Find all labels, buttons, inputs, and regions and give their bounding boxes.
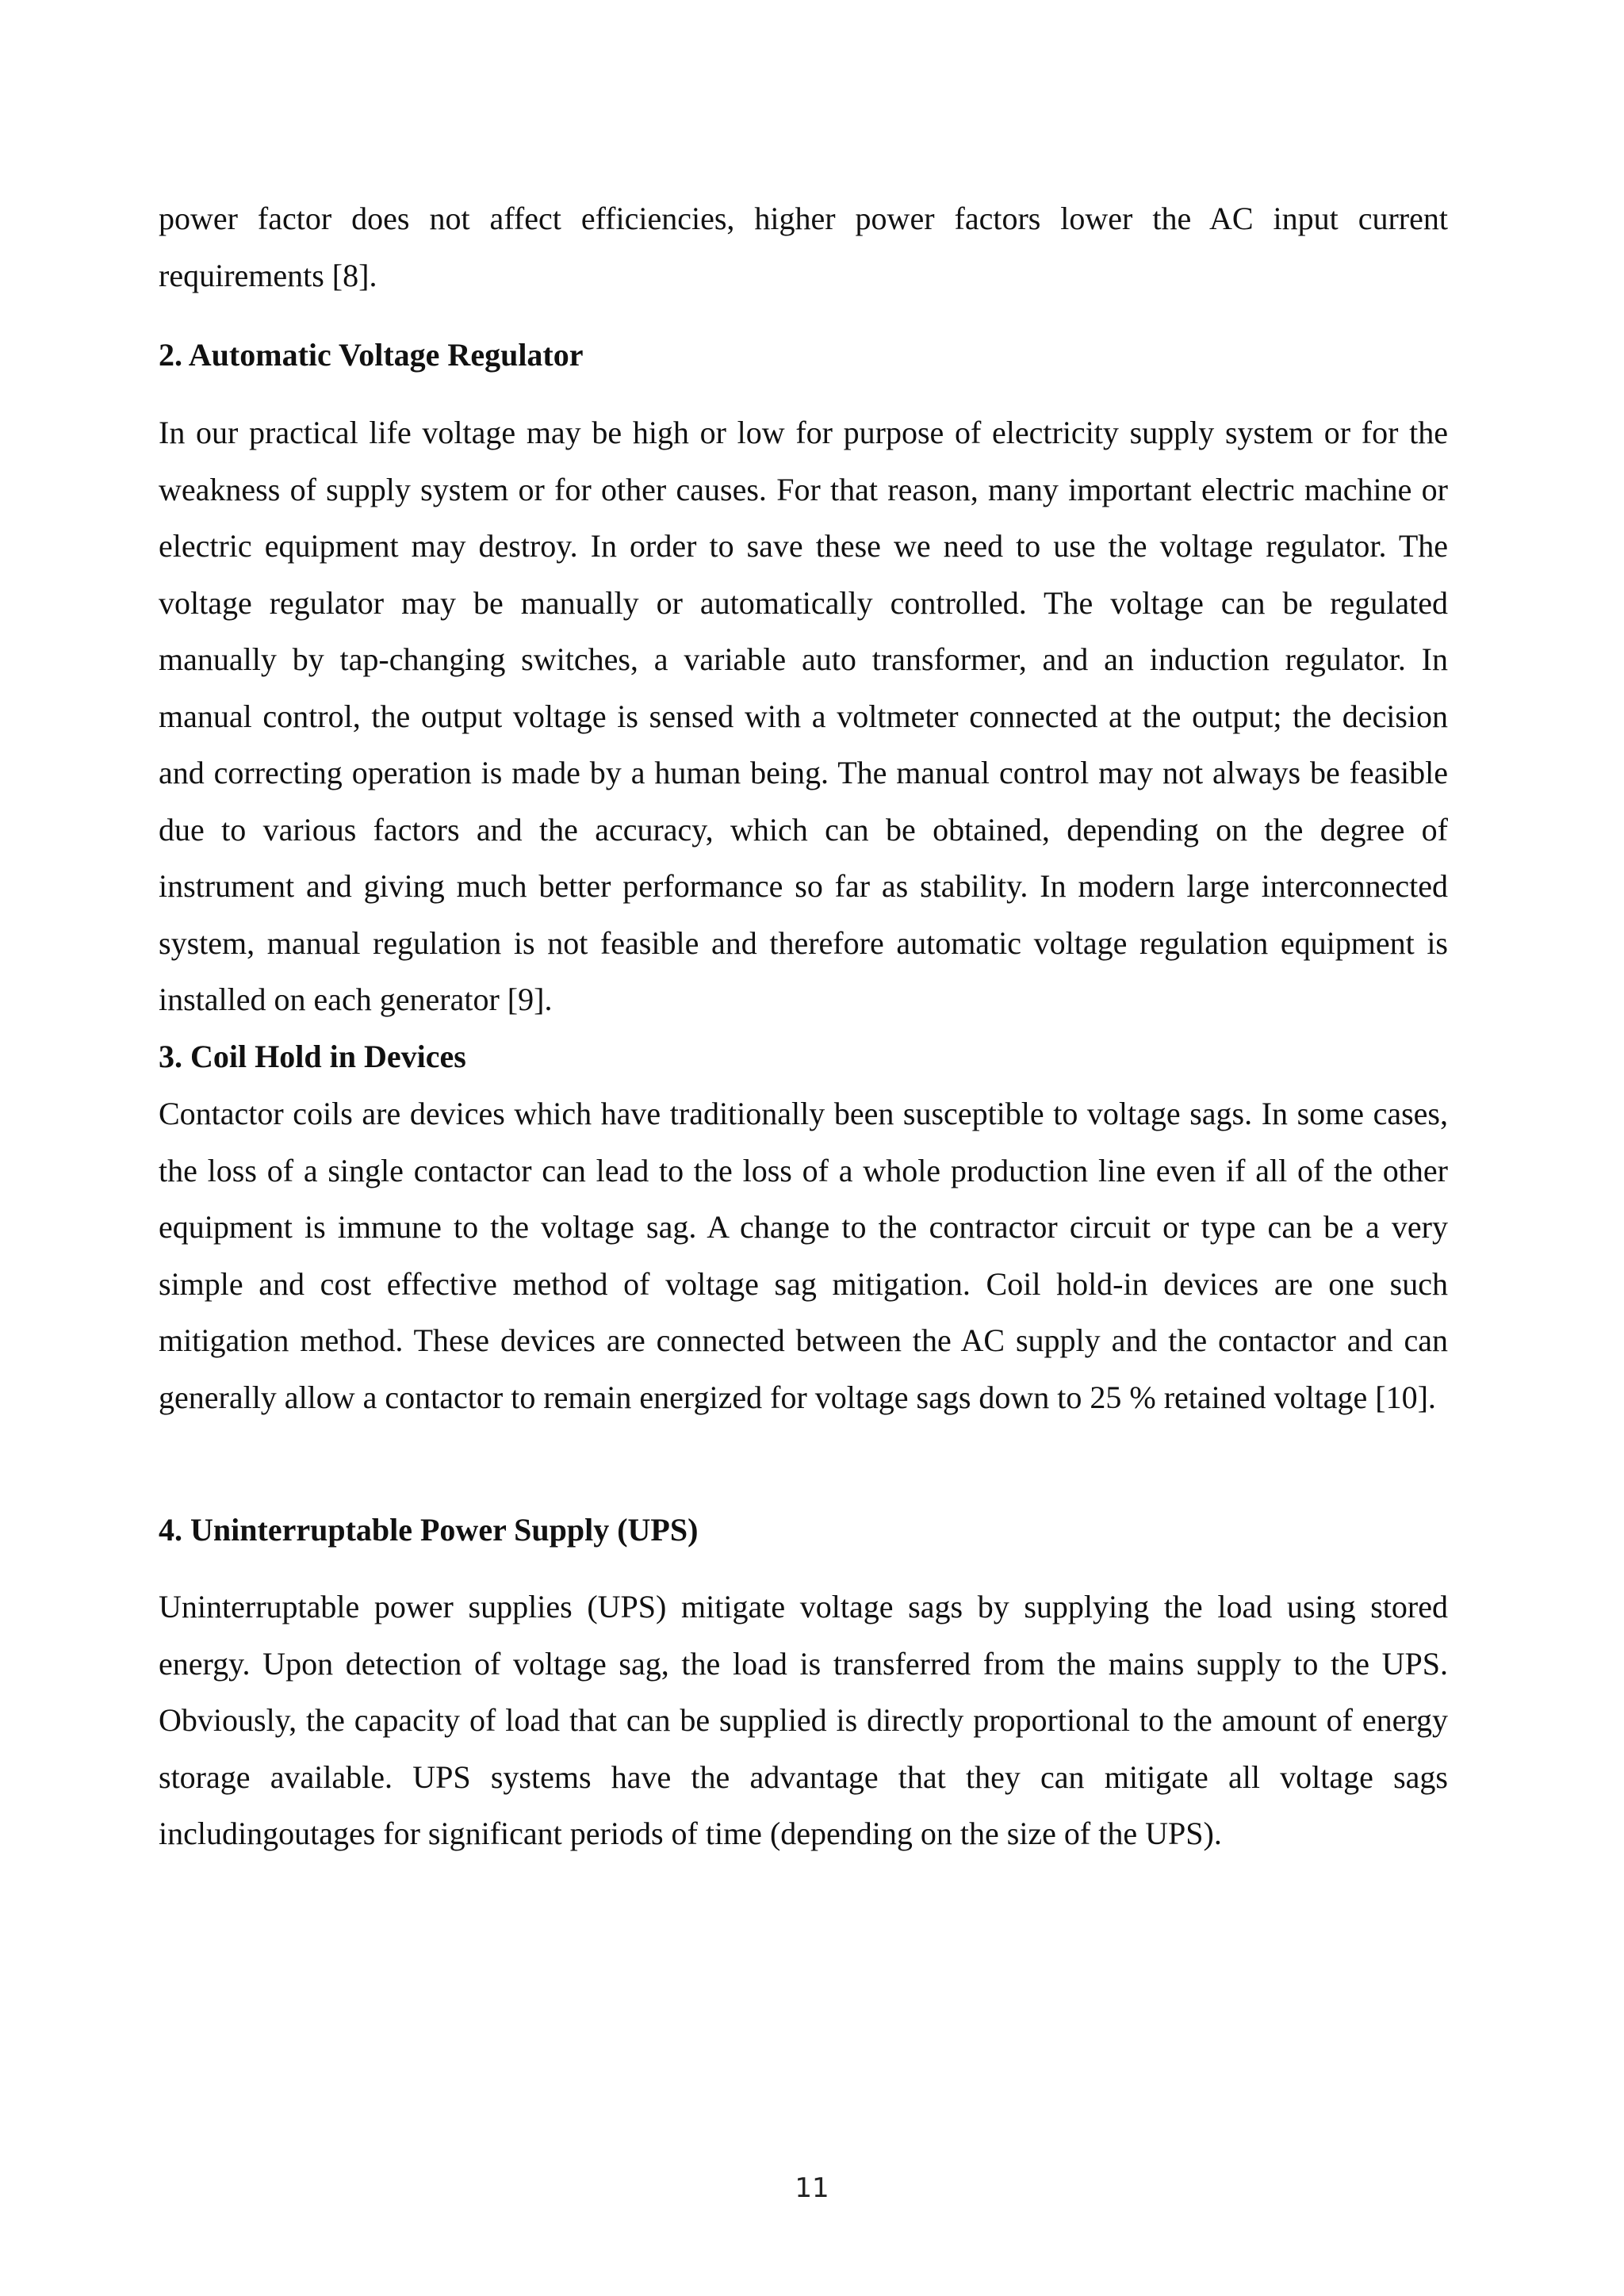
section-heading-automatic-voltage-regulator: 2. Automatic Voltage Regulator — [159, 337, 584, 373]
section-heading-coil-hold-in-devices: 3. Coil Hold in Devices — [159, 1039, 466, 1074]
section-heading-ups: 4. Uninterruptable Power Supply (UPS) — [159, 1512, 699, 1548]
page-number: 11 — [795, 2172, 829, 2204]
section-body-coil-hold-in-devices: Contactor coils are devices which have traditionally been susceptible to voltage sags. In some cases, the loss of a single contactor can lead to the loss of a whole production line even if all of the other equipment is immune to the voltage sag. A change to the contractor circuit or type can be a very simple and cost effective method of voltage sag mitigation. Coil hold-in devices are one such mitigation method. These devices are connected between the AC supply and the contactor and can generally allow a contactor to remain energized for voltage sags down to 25 % retained voltage [10]. — [159, 1096, 1448, 1415]
section-body-ups: Uninterruptable power supplies (UPS) mitigate voltage sags by supplying the load using stored energy. Upon detection of voltage sag, the load is transferred from the mains supply to the UPS. Obviously, the capacity of load that can be supplied is directly proportional to the amount of energy storage available. UPS systems have the advantage that they can mitigate all voltage sags includingoutages for significant periods of time (depending on the size of the UPS). — [159, 1589, 1448, 1851]
intro-paragraph: power factor does not affect efficiencies, higher power factors lower the AC input current requirements [8]. — [159, 201, 1448, 293]
section-body-automatic-voltage-regulator: In our practical life voltage may be high or low for purpose of electricity supply system or for the weakness of supply system or for other causes. For that reason, many important electric machine or electric equipment may destroy. In order to save these we need to use the voltage regulator. The voltage regulator may be manually or automatically controlled. The voltage can be regulated manually by tap-changing switches, a variable auto transformer, and an induction regulator. In manual control, the output voltage is sensed with a voltmeter connected at the output; the decision and correcting operation is made by a human being. The manual control may not always be feasible due to various factors and the accuracy, which can be obtained, depending on the degree of instrument and giving much better performance so far as stability. In modern large interconnected system, manual regulation is not feasible and therefore automatic voltage regulation equipment is installed on each generator [9]. — [159, 415, 1448, 1017]
